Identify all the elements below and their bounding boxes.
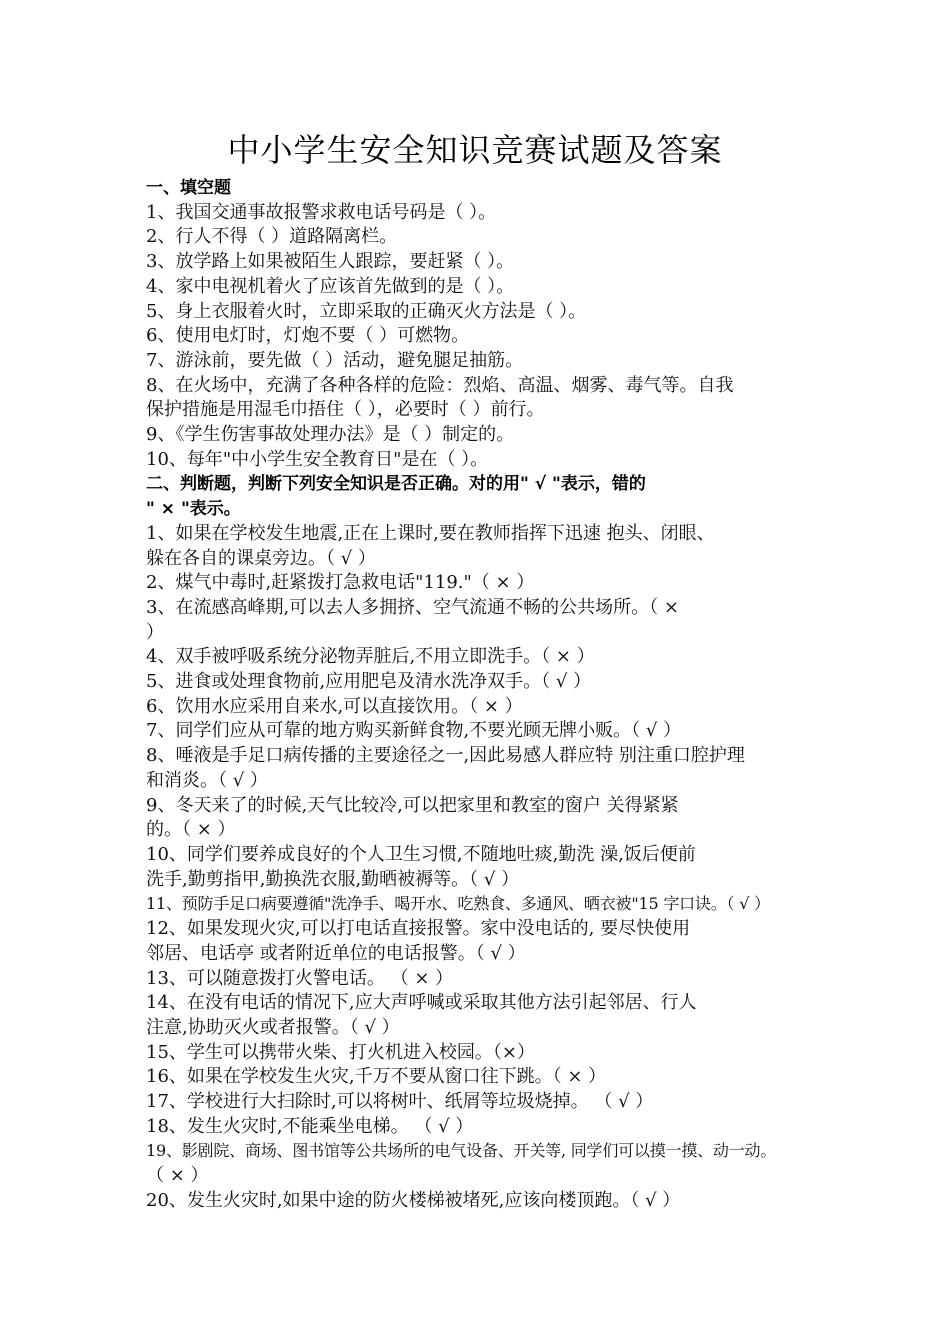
question-line: ） [146,621,164,643]
question-line: 4、双手被呼吸系统分泌物弄脏后,不用立即洗手。（ × ） [146,646,595,668]
question-line: 和消炎。（ √ ） [146,769,268,791]
question-line: 10、每年"中小学生安全教育日"是在（ ）。 [146,448,489,470]
question-line: 11、预防手足口病要遵循"洗净手、喝开水、吃熟食、多通风、晒衣被"15 字口诀。（ √ ） [146,894,770,914]
question-line: 17、学校进行大扫除时,可以将树叶、纸屑等垃圾烧掉。 （ √ ） [146,1091,654,1113]
question-line: 13、可以随意拨打火警电话。 （ × ） [146,967,454,989]
question-line: 12、如果发现火灾,可以打电话直接报警。家中没电话的, 要尽快使用 [146,918,691,940]
true-false-questions [146,522,826,1214]
question-line: 8、在火场中，充满了各种各样的危险：烈焰、高温、烟雾、毒气等。自我 [146,374,734,396]
question-line: 9、《学生伤害事故处理办法》是（ ）制定的。 [146,424,515,446]
question-line: 3、放学路上如果被陌生人跟踪，要赶紧（ ）。 [146,251,515,273]
question-line: 9、冬天来了的时候,天气比较冷,可以把家里和教室的窗户 关得紧紧 [146,794,679,816]
question-line: 7、游泳前，要先做（ ）活动，避免腿足抽筋。 [146,349,524,371]
fill-in-questions [146,201,826,473]
question-line: 19、影剧院、商场、图书馆等公共场所的电气设备、开关等, 同学们可以摸一摸、动一动。 [146,1141,777,1161]
question-line: 8、唾液是手足口病传播的主要途径之一,因此易感人群应特 别注重口腔护理 [146,745,745,767]
question-line: 躲在各自的课桌旁边。（ √ ） [146,547,376,569]
question-line: 20、发生火灾时,如果中途的防火楼梯被堵死,应该向楼顶跑。（ √ ） [146,1189,681,1211]
question-line: 18、发生火灾时,不能乘坐电梯。 （ √ ） [146,1115,474,1137]
question-line: 1、我国交通事故报警求救电话号码是（ ）。 [146,201,497,223]
question-line: 注意,协助灭火或者报警。（ √ ） [146,1016,400,1038]
question-line: （ × ） [146,1165,209,1187]
question-line: 16、如果在学校发生火灾,千万不要从窗口往下跳。（ × ） [146,1066,607,1088]
question-line: 2、行人不得（ ）道路隔离栏。 [146,226,398,248]
question-line: 洗手,勤剪指甲,勤换洗衣服,勤晒被褥等。（ √ ） [146,868,520,890]
question-line: 6、饮用水应采用自来水,可以直接饮用。（ × ） [146,695,523,717]
question-line: 6、使用电灯时，灯炮不要（ ）可燃物。 [146,325,470,347]
document-body [146,176,826,1214]
question-line: 15、学生可以携带火柴、打火机进入校园。（×） [146,1041,535,1063]
section-heading-true-false: 二、判断题，判断下列安全知识是否正确。对的用" √ "表示，错的 [146,474,646,495]
section-heading-true-false-cont: " × "表示。 [146,499,241,520]
question-line: 的。（ × ） [146,819,236,841]
question-line: 7、同学们应从可靠的地方购买新鲜食物,不要光顾无牌小贩。（ √ ） [146,720,682,742]
question-line: 5、身上衣服着火时，立即采取的正确灭火方法是（ ）。 [146,300,587,322]
question-line: 保护措施是用湿毛巾捂住（ ），必要时（ ）前行。 [146,399,545,421]
question-line: 3、在流感高峰期,可以去人多拥挤、空气流通不畅的公共场所。（ × [146,596,679,618]
document-title: 中小学生安全知识竞赛试题及答案 [227,131,723,169]
question-line: 4、家中电视机着火了应该首先做到的是（ ）。 [146,275,515,297]
question-line: 2、煤气中毒时,赶紧拨打急救电话"119."（ × ） [146,572,535,594]
question-line: 邻居、电话亭 或者附近单位的电话报警。（ √ ） [146,942,526,964]
section-heading-fill-in: 一、填空题 [146,178,231,198]
question-line: 14、在没有电话的情况下,应大声呼喊或采取其他方法引起邻居、行人 [146,992,697,1014]
question-line: 5、进食或处理食物前,应用肥皂及清水洗净双手。（ √ ） [146,671,592,693]
question-line: 1、如果在学校发生地震,正在上课时,要在教师指挥下迅速 抱头、闭眼、 [146,522,715,544]
question-line: 10、同学们要养成良好的个人卫生习惯,不随地吐痰,勤洗 澡,饭后便前 [146,843,696,865]
